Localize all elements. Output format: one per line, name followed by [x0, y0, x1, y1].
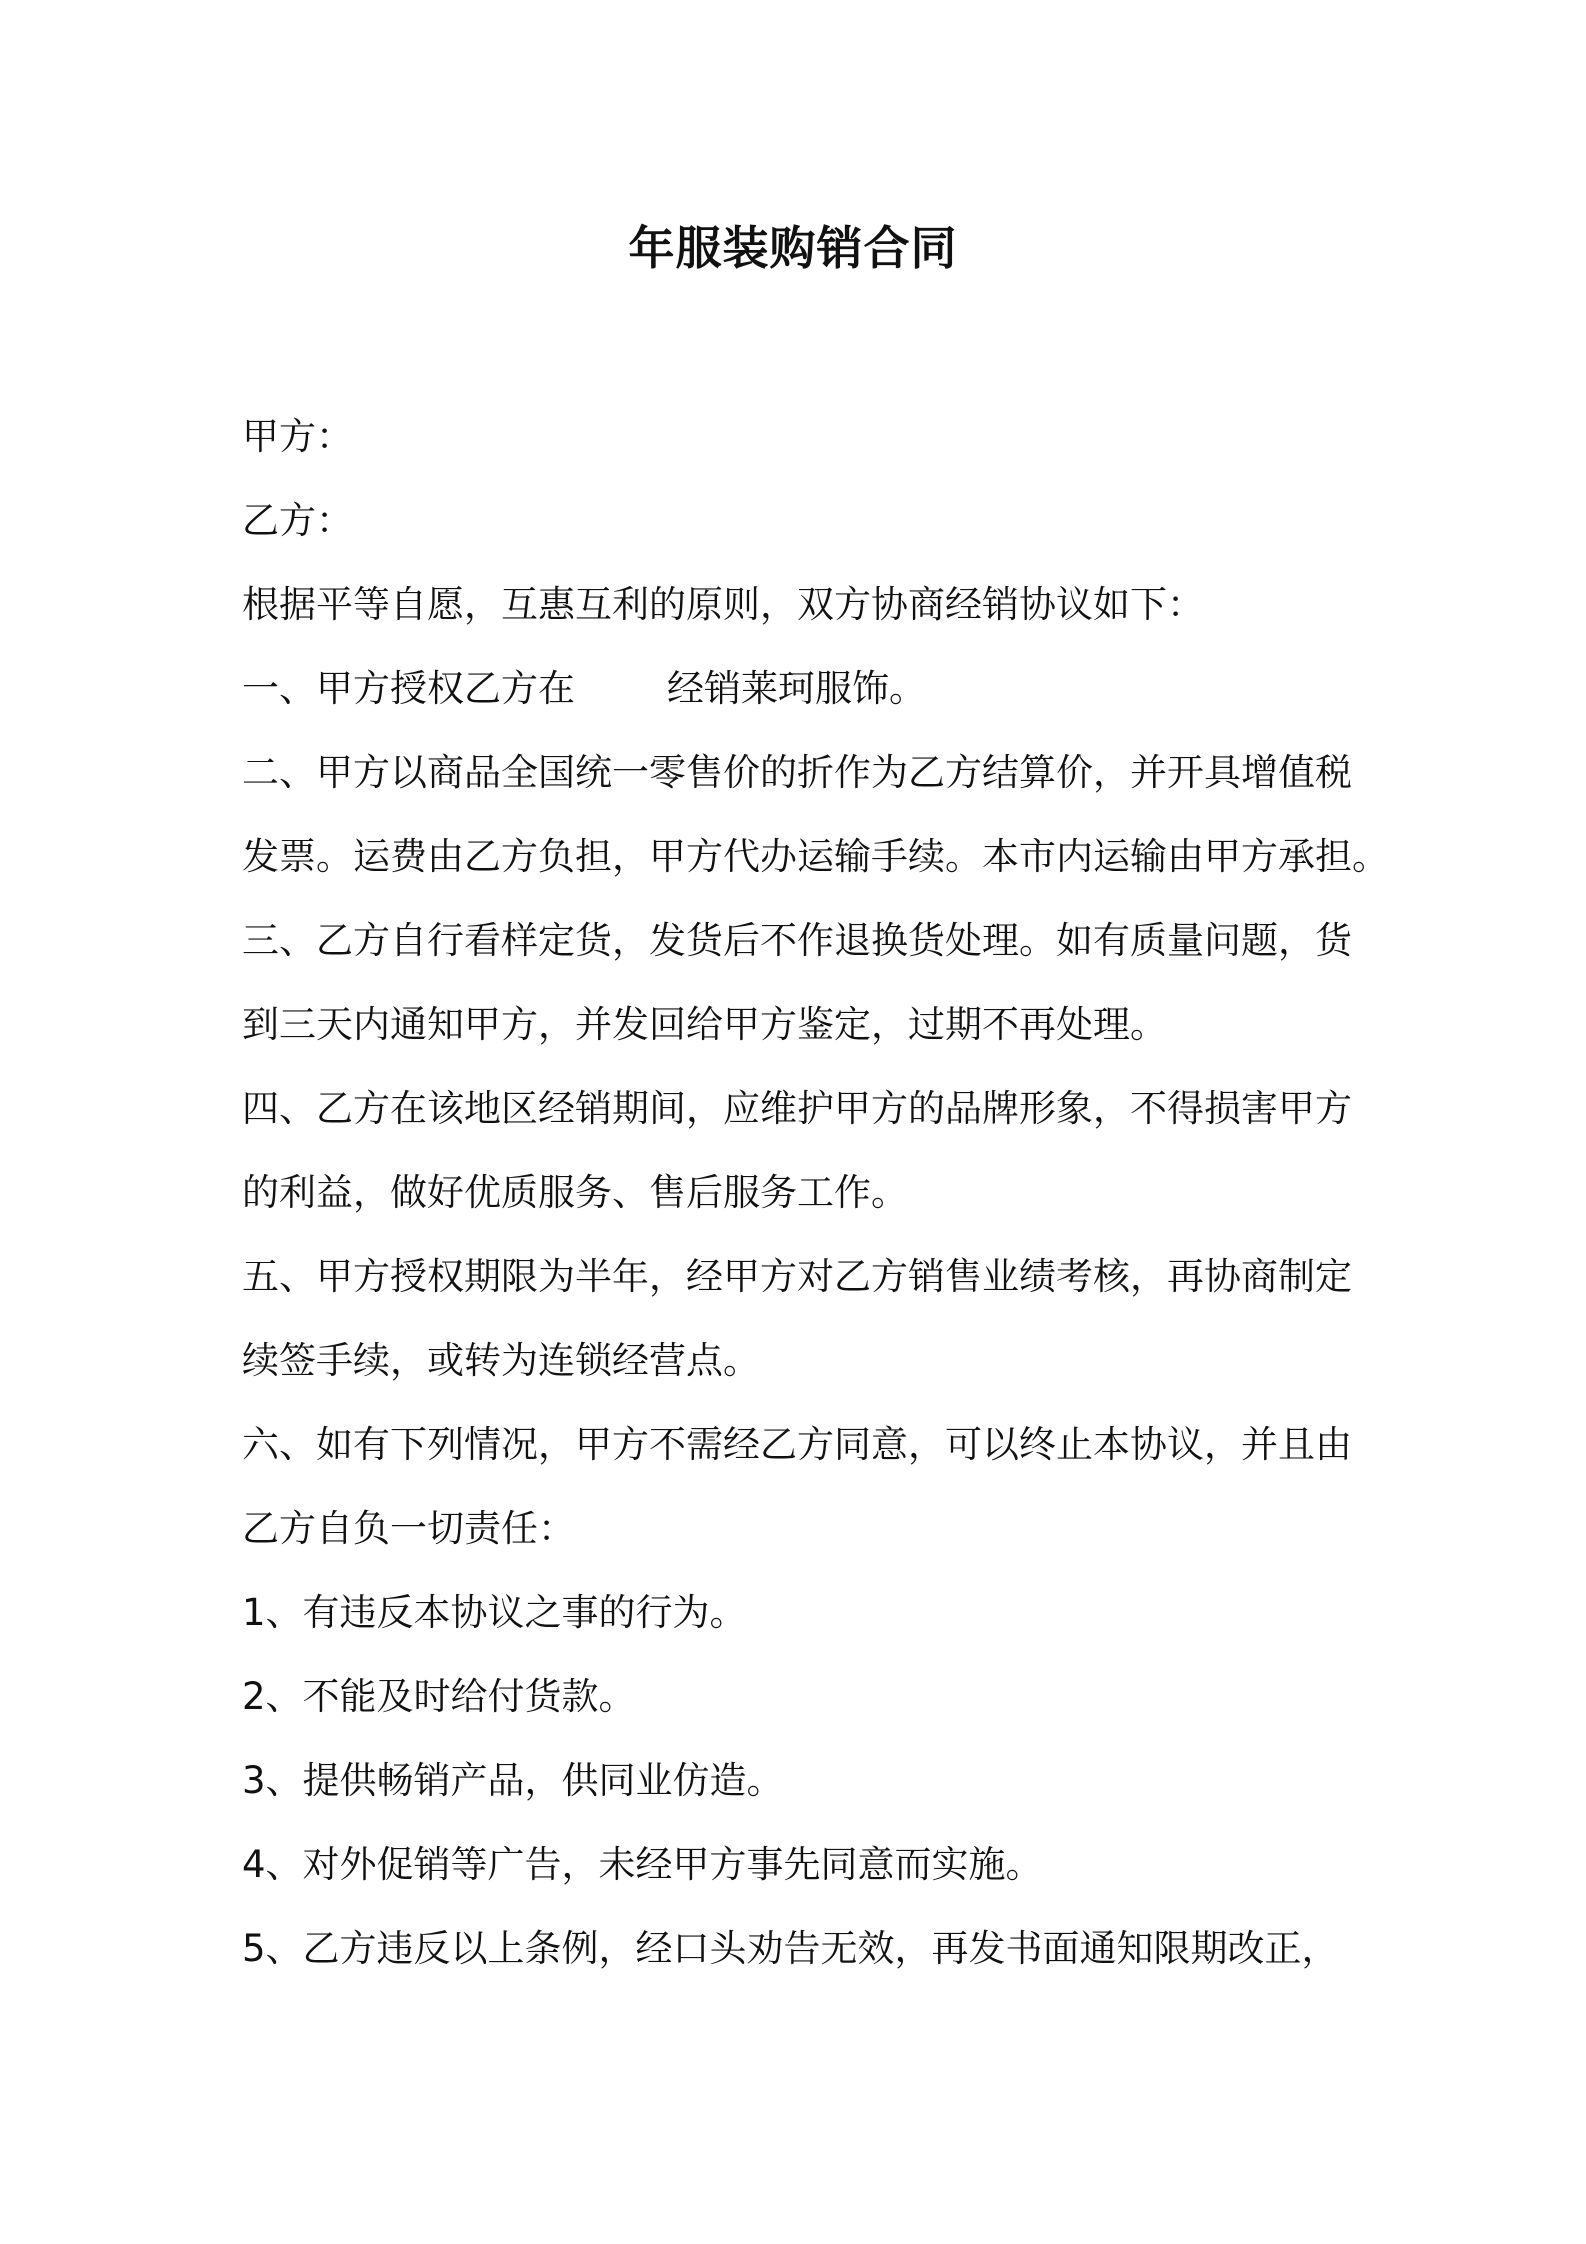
list-item-3: 3、提供畅销产品，供同业仿造。	[242, 1759, 784, 1802]
list-item-2: 2、不能及时给付货款。	[242, 1675, 636, 1718]
clause-1-line	[242, 659, 1372, 743]
contract-title: 年服装购销合同	[628, 221, 958, 275]
preamble-line: 根据平等自愿，互惠互利的原则，双方协商经销协议如下：	[242, 583, 1204, 626]
clause-6-line-2: 乙方自负一切责任：	[242, 1507, 575, 1550]
clause-4-line-2: 的利益，做好优质服务、售后服务工作。	[242, 1171, 908, 1214]
clause-2-line-1: 二、甲方以商品全国统一零售价的折作为乙方结算价，并开具增值税	[242, 751, 1352, 794]
clause-5-line-2: 续签手续，或转为连锁经营点。	[242, 1339, 760, 1382]
clause-6-line-1: 六、如有下列情况，甲方不需经乙方同意，可以终止本协议，并且由	[242, 1423, 1352, 1466]
clause-4-line-1: 四、乙方在该地区经销期间，应维护甲方的品牌形象，不得损害甲方	[242, 1087, 1352, 1130]
list-item-5: 5、乙方违反以上条例，经口头劝告无效，再发书面通知限期改正，	[242, 1927, 1339, 1970]
party-b-line: 乙方：	[242, 499, 353, 542]
list-item-1: 1、有违反本协议之事的行为。	[242, 1591, 747, 1634]
clause-3-line-1: 三、乙方自行看样定货，发货后不作退换货处理。如有质量问题，货	[242, 919, 1352, 962]
clause-5-line-1: 五、甲方授权期限为半年，经甲方对乙方销售业绩考核，再协商制定	[242, 1255, 1352, 1298]
clause-2-line-2: 发票。运费由乙方负担，甲方代办运输手续。本市内运输由甲方承担。	[242, 835, 1389, 878]
clause-1-text-before: 一、甲方授权乙方在	[242, 667, 575, 710]
party-a-line: 甲方：	[242, 415, 353, 458]
list-item-4: 4、对外促销等广告，未经甲方事先同意而实施。	[242, 1843, 1043, 1886]
contract-body	[242, 407, 1389, 2003]
clause-3-line-2: 到三天内通知甲方，并发回给甲方鉴定，过期不再处理。	[242, 1003, 1167, 1046]
clause-1-text-after: 经销莱珂服饰。	[667, 667, 926, 710]
